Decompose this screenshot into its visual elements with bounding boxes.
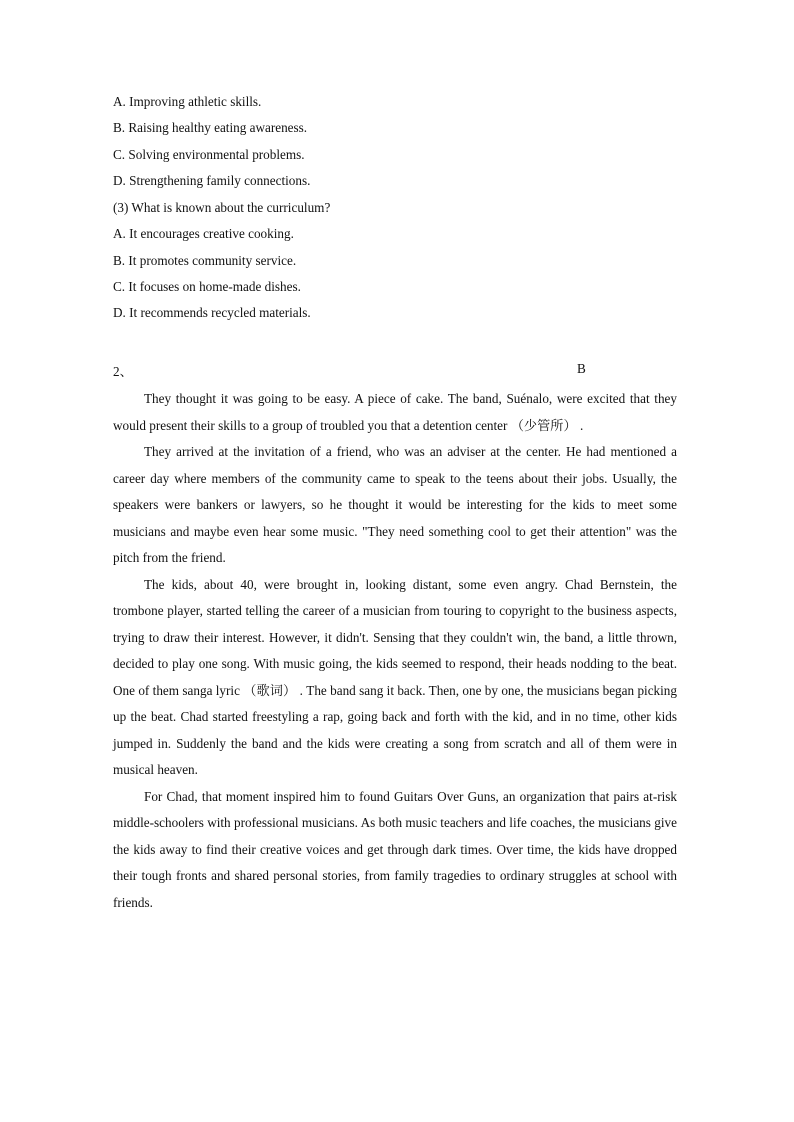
- passage-paragraph-4: For Chad, that moment inspired him to found Guitars Over Guns, an organization that pairs at-risk middle-schoolers with professional musicians. As both music teachers and life coaches, the musicians give the kids away to find their creative voices and get through dark times. Over time, the kids have dropped their tough fronts and shared personal stories, from family tragedies to ordinary struggles at school with friends.: [113, 788, 677, 910]
- passage-paragraph-2: They arrived at the invitation of a friend, who was an adviser at the center. He had mentioned a career day where members of the community came to speak to the teens about their jobs. Usually, the speakers were bankers or lawyers, so he thought it would be interesting for the kids to meet some musicians and maybe even hear some music. "They need something cool to get their attention" was the pitch from the friend.: [113, 444, 677, 565]
- q3-option-d: D. It recommends recycled materials.: [113, 305, 311, 320]
- q3-option-a: A. It encourages creative cooking.: [113, 226, 294, 241]
- question-number: 2、: [113, 364, 133, 379]
- option-a-athletic: A. Improving athletic skills.: [113, 94, 262, 109]
- option-d-family: D. Strengthening family connections.: [113, 173, 311, 188]
- q3-option-b: B. It promotes community service.: [113, 253, 297, 268]
- passage-letter: B: [577, 361, 586, 376]
- reading-passage: [113, 386, 677, 916]
- option-b-eating: B. Raising healthy eating awareness.: [113, 120, 308, 135]
- question-2-header: [113, 361, 587, 381]
- passage-paragraph-3: The kids, about 40, were brought in, looking distant, some even angry. Chad Bernstein, the trombone player, started telling the career of a musician from touring to copyright to the business aspects, trying to draw their interest. However, it didn't. Sensing that they couldn't win, the band, a little thrown, decided to play one song. With music going, the kids seemed to respond, their heads nodding to the beat. One of them sanga lyric （歌词） . The band sang it back. Then, one by one, the musicians began picking up the beat. Chad started freestyling a rap, going back and forth with the kid, and in no time, other kids jumped in. Suddenly the band and the kids were creating a song from scratch and all of them were in musical heaven.: [113, 576, 677, 777]
- passage-paragraph-1: They thought it was going to be easy. A piece of cake. The band, Suénalo, were excited that they would present their skills to a group of troubled you that a detention center （少管所） .: [113, 391, 677, 433]
- question-3-stem: (3) What is known about the curriculum?: [113, 200, 331, 215]
- option-c-environment: C. Solving environmental problems.: [113, 147, 305, 162]
- q3-option-c: C. It focuses on home-made dishes.: [113, 279, 301, 294]
